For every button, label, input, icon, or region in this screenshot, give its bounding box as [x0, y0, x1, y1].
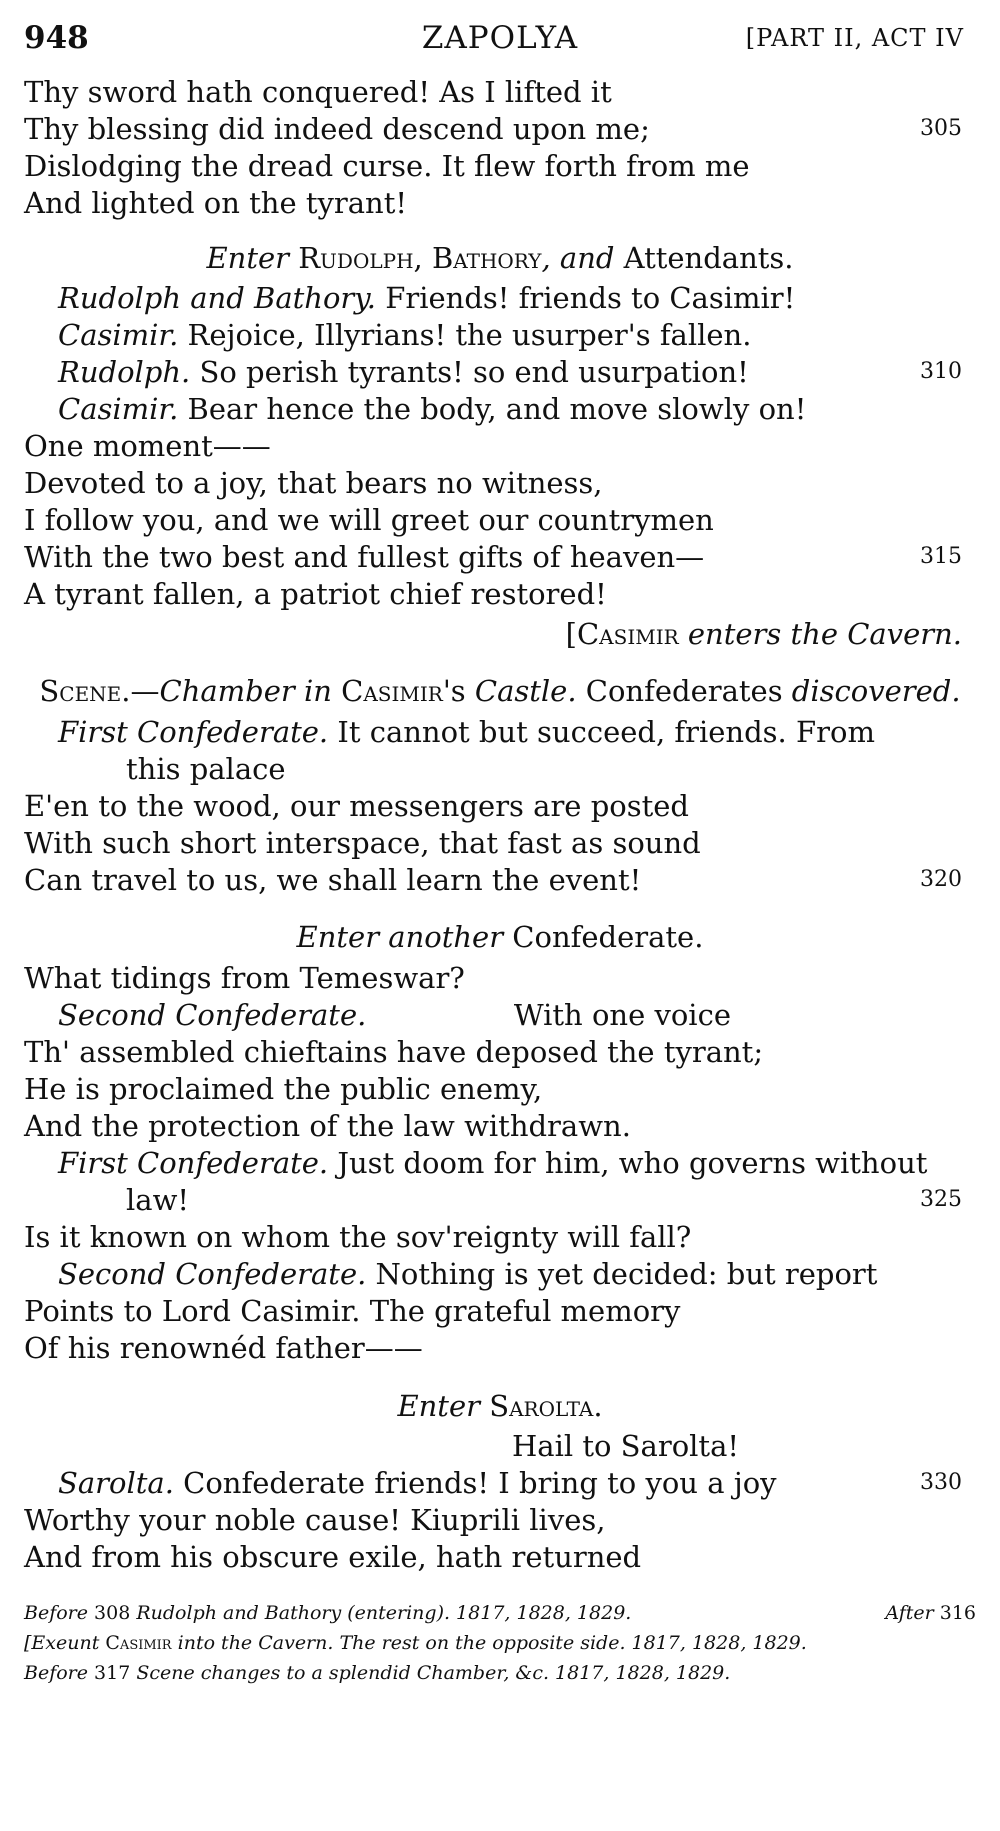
verse-line: Can travel to us, we shall learn the event! 320: [0, 860, 1000, 900]
verse-line: Thy sword hath conquered! As I lifted it: [24, 75, 612, 109]
verse-line: Is it known on whom the sov'reignty will fall?: [24, 1220, 692, 1254]
stage-direction: Enter Sarolta.: [397, 1389, 603, 1423]
verse-line: One moment——: [24, 429, 271, 463]
verse-line: Dislodging the dread curse. It flew forth from me: [24, 149, 750, 183]
speech-continuation: this palace: [126, 752, 286, 786]
speech-line: Second Confederate. With one voice: [58, 998, 731, 1032]
speaker-name: Second Confederate.: [58, 998, 367, 1032]
verse-line: Hail to Sarolta!: [512, 1429, 740, 1463]
verse-line: I follow you, and we will greet our countrymen: [24, 503, 714, 537]
verse-line: Points to Lord Casimir. The grateful memory: [24, 1294, 681, 1328]
verse-line: Worthy your noble cause! Kiuprili lives,: [24, 1503, 606, 1537]
verse-line: He is proclaimed the public enemy,: [24, 1072, 543, 1106]
verse-line: Devoted to a joy, that bears no witness,: [24, 466, 603, 500]
footnote: Before 308 Rudolph and Bathory (entering). 1817, 1828, 1829. After 316: [24, 1602, 976, 1624]
page-number: 948: [24, 20, 89, 56]
speaker-name: Casimir.: [58, 318, 179, 352]
verse-line: Th' assembled chieftains have deposed the tyrant;: [24, 1035, 764, 1069]
verse-line: And the protection of the law withdrawn.: [24, 1109, 631, 1143]
speech-line: Sarolta. Confederate friends! I bring to you a joy 330: [0, 1463, 1000, 1503]
speaker-name: Rudolph and Bathory.: [58, 281, 377, 315]
stage-direction: Enter another Confederate.: [296, 920, 704, 954]
stage-direction: Enter Rudolph, Bathory, and Attendants.: [206, 241, 794, 275]
verse-line: E'en to the wood, our messengers are posted: [24, 789, 689, 823]
verse-line: With the two best and fullest gifts of heaven— 315: [0, 537, 1000, 577]
part-act-label: [PART II, ACT IV: [745, 24, 964, 52]
speaker-name: Sarolta.: [58, 1466, 174, 1500]
speech-line: Casimir. Rejoice, Illyrians! the usurper's fallen.: [58, 318, 752, 352]
line-number: 320: [920, 867, 962, 892]
speech-line: Rudolph. So perish tyrants! so end usurpation! 310: [0, 352, 1000, 392]
footnote: Before 317 Scene changes to a splendid Chamber, &c. 1817, 1828, 1829.: [24, 1662, 731, 1684]
verse-line: And lighted on the tyrant!: [24, 186, 408, 220]
speech-line: First Confederate. It cannot but succeed, friends. From: [58, 715, 875, 749]
footnote: [Exeunt Casimir into the Cavern. The rest on the opposite side. 1817, 1828, 1829.: [24, 1632, 807, 1654]
speech-continuation: law! 325: [0, 1180, 1000, 1220]
verse-line: A tyrant fallen, a patriot chief restored!: [24, 577, 607, 611]
exit-direction: [Casimir enters the Cavern.: [565, 617, 962, 651]
line-number: 315: [920, 544, 962, 569]
running-title: ZAPOLYA: [421, 20, 579, 56]
speech-line: Second Confederate. Nothing is yet decided: but report: [58, 1257, 878, 1291]
speech-line: Rudolph and Bathory. Friends! friends to Casimir!: [58, 281, 796, 315]
line-number: 310: [920, 359, 962, 384]
speaker-name: Rudolph.: [58, 355, 191, 389]
scene-heading: Scene.—Chamber in Casimir's Castle. Confederates discovered.: [39, 674, 961, 708]
verse-line: And from his obscure exile, hath returned: [24, 1540, 642, 1574]
speaker-name: Casimir.: [58, 392, 179, 426]
verse-line: What tidings from Temeswar?: [24, 961, 465, 995]
verse-line: With such short interspace, that fast as sound: [24, 826, 701, 860]
line-number: 305: [920, 116, 962, 141]
verse-line: Thy blessing did indeed descend upon me; 305: [0, 109, 1000, 149]
speaker-name: First Confederate.: [58, 1146, 329, 1180]
speaker-name: Second Confederate.: [58, 1257, 367, 1291]
speaker-name: First Confederate.: [58, 715, 329, 749]
line-number: 325: [920, 1187, 962, 1212]
speech-line: Casimir. Bear hence the body, and move slowly on!: [58, 392, 807, 426]
speech-line: First Confederate. Just doom for him, who governs without: [58, 1146, 928, 1180]
verse-line: Of his renownéd father——: [24, 1331, 423, 1365]
line-number: 330: [920, 1470, 962, 1495]
